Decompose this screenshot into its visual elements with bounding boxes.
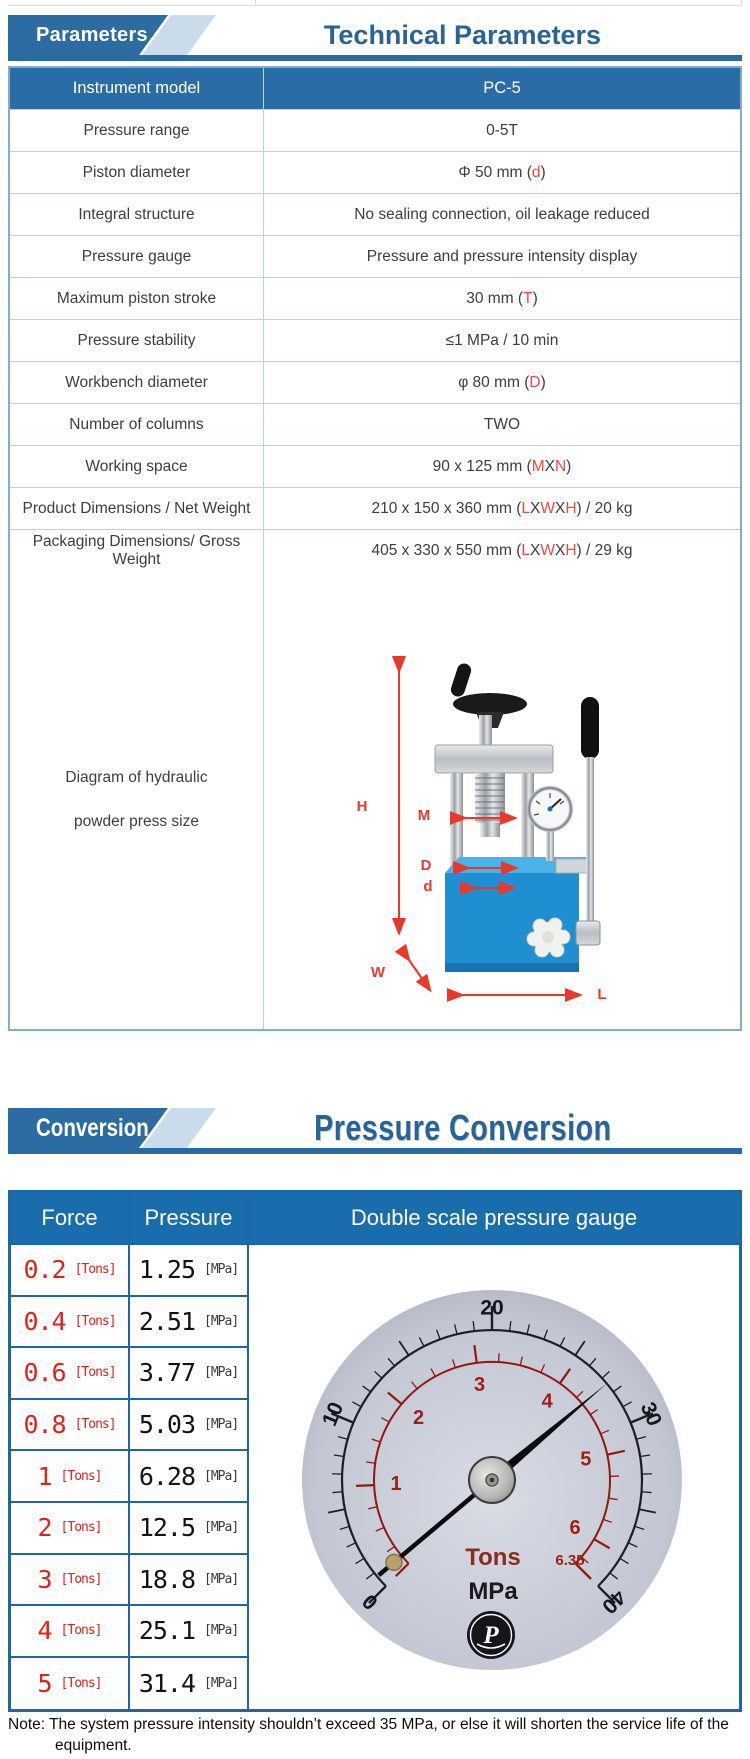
force-cell: 5 [Tons] <box>11 1658 130 1710</box>
svg-text:5: 5 <box>580 1448 592 1471</box>
dim-label-l: L <box>597 986 607 1003</box>
spec-row <box>10 152 740 194</box>
spec-row-label: Number of columns <box>10 404 264 445</box>
section2-header <box>0 1108 750 1154</box>
spec-row-value: 210 x 150 x 360 mm ( L X W X H ) / 20 kg <box>371 499 633 517</box>
spec-row-label: Product Dimensions / Net Weight <box>10 488 264 529</box>
gauge-image-cell <box>249 1245 739 1709</box>
spec-row-value: 0-5T <box>486 121 518 139</box>
force-column-header: Force <box>11 1193 130 1245</box>
force-cell: 1 [Tons] <box>11 1451 130 1503</box>
svg-text:30: 30 <box>635 1398 667 1430</box>
pressure-cell: 31.4 [MPa] <box>130 1658 249 1710</box>
spec-row <box>10 110 740 152</box>
pressure-conversion-table <box>8 1190 742 1712</box>
force-cell: 2 [Tons] <box>11 1503 130 1555</box>
pressure-gauge <box>249 1245 735 1709</box>
spec-row-value: 30 mm ( T ) <box>466 289 538 307</box>
section2-title: Pressure Conversion <box>313 1107 612 1148</box>
svg-text:10: 10 <box>317 1398 349 1430</box>
svg-text:6: 6 <box>569 1517 581 1540</box>
gauge-maker-logo <box>467 1611 515 1659</box>
diagram-label: Diagram of hydraulic powder press size <box>10 571 264 1029</box>
pressure-cell: 18.8 [MPa] <box>130 1555 249 1607</box>
parameters-badge-label: Parameters <box>36 24 148 46</box>
spec-row <box>10 278 740 320</box>
gauge-tons-label: Tons <box>465 1544 521 1571</box>
section2-underline <box>8 1148 742 1154</box>
spec-row <box>10 446 740 488</box>
svg-text:2: 2 <box>412 1407 425 1430</box>
spec-row <box>10 236 740 278</box>
spec-row-label: Packaging Dimensions/ Gross Weight <box>10 530 264 571</box>
svg-text:1: 1 <box>390 1473 402 1496</box>
spec-row-label: Integral structure <box>10 194 264 235</box>
spec-row-value: φ 80 mm ( D ) <box>458 373 546 391</box>
spec-row <box>10 362 740 404</box>
dim-label-m: M <box>417 807 431 824</box>
spec-row-label: Working space <box>10 446 264 487</box>
spec-row-label: Pressure range <box>10 110 264 151</box>
technical-parameters-table <box>8 66 742 1031</box>
gauge-end-label: 6.35 <box>555 1552 585 1569</box>
force-cell: 0.4 [Tons] <box>11 1297 130 1349</box>
press-illustration <box>435 662 600 972</box>
previous-table-remnant <box>8 0 742 6</box>
pressure-cell: 6.28 [MPa] <box>130 1451 249 1503</box>
spec-row-value: Φ 50 mm ( d ) <box>458 163 546 181</box>
conversion-badge-label: Conversion <box>36 1114 149 1142</box>
dim-label-d-upper: D <box>420 857 432 874</box>
spec-row <box>10 404 740 446</box>
dim-label-d-lower: d <box>423 878 433 895</box>
svg-text:40: 40 <box>597 1585 631 1619</box>
svg-text:4: 4 <box>541 1390 553 1413</box>
spec-row-value: ≤1 MPa / 10 min <box>445 331 559 349</box>
spec-row <box>10 530 740 571</box>
pressure-cell: 5.03 [MPa] <box>130 1400 249 1452</box>
spec-row-label: Workbench diameter <box>10 362 264 403</box>
spec-row-label: Piston diameter <box>10 152 264 193</box>
spec-row-value: TWO <box>483 415 521 433</box>
spec-row-label: Pressure gauge <box>10 236 264 277</box>
spec-header-label: Instrument model <box>10 68 264 109</box>
spec-row-value: No sealing connection, oil leakage reduced <box>354 205 650 223</box>
pressure-cell: 2.51 [MPa] <box>130 1297 249 1349</box>
spec-header-value: PC-5 <box>483 79 521 97</box>
diagram-row <box>10 571 740 1029</box>
spec-row-value: 90 x 125 mm ( M X N ) <box>432 457 572 475</box>
spec-row <box>10 488 740 530</box>
force-cell: 0.6 [Tons] <box>11 1348 130 1400</box>
section1-title: Technical Parameters <box>323 20 602 50</box>
pressure-cell: 25.1 [MPa] <box>130 1606 249 1658</box>
dim-label-h: H <box>356 798 368 815</box>
pressure-cell: 1.25 [MPa] <box>130 1245 249 1297</box>
pressure-cell: 3.77 [MPa] <box>130 1348 249 1400</box>
section1-underline <box>8 55 742 61</box>
force-cell: 0.8 [Tons] <box>11 1400 130 1452</box>
force-cell: 0.2 [Tons] <box>11 1245 130 1297</box>
gauge-column-header: Double scale pressure gauge <box>249 1193 739 1245</box>
spec-row-value: 405 x 330 x 550 mm ( L X W X H ) / 29 kg <box>371 541 633 559</box>
svg-text:3: 3 <box>474 1373 486 1396</box>
force-cell: 3 [Tons] <box>11 1555 130 1607</box>
svg-text:P: P <box>483 1622 499 1649</box>
press-diagram-cell <box>264 571 740 1029</box>
spec-row-value: Pressure and pressure intensity display <box>366 247 638 265</box>
spec-row-label: Pressure stability <box>10 320 264 361</box>
svg-text:20: 20 <box>480 1296 504 1320</box>
spec-row <box>10 194 740 236</box>
svg-text:0: 0 <box>358 1589 383 1614</box>
spec-row-label: Maximum piston stroke <box>10 278 264 319</box>
spec-row <box>10 320 740 362</box>
spec-table-body <box>10 110 740 571</box>
spec-header-row <box>10 68 740 110</box>
pressure-cell: 12.5 [MPa] <box>130 1503 249 1555</box>
gauge-mpa-label: MPa <box>468 1578 518 1605</box>
force-cell: 4 [Tons] <box>11 1606 130 1658</box>
section1-header <box>0 15 750 61</box>
hydraulic-press-diagram <box>264 571 739 1029</box>
dim-label-w: W <box>370 964 386 981</box>
pressure-column-header: Pressure <box>130 1193 249 1245</box>
footer-note: Note: The system pressure intensity shouldn’t exceed 35 MPa, or else it will shorten the service life of the equipment. <box>8 1716 729 1754</box>
